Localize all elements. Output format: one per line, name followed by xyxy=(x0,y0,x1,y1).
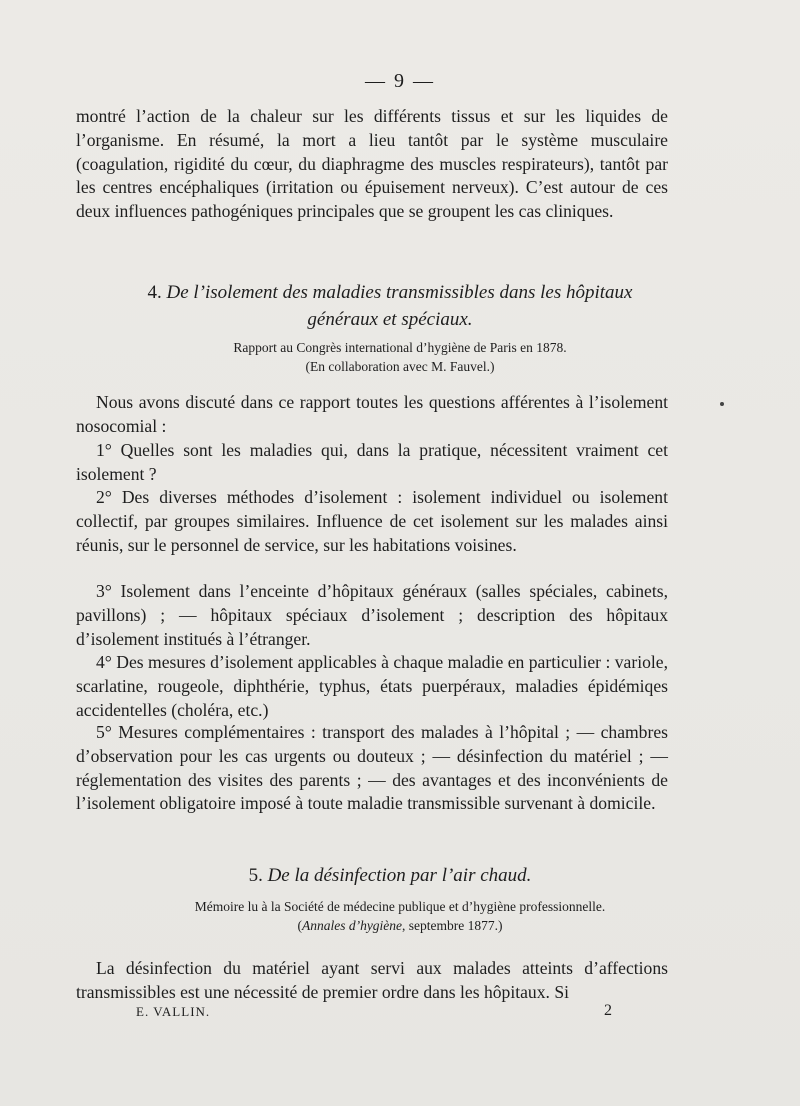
section-4-title-line2: généraux et spéciaux. xyxy=(307,309,473,330)
section-4-title xyxy=(90,279,690,333)
page-number: — 9 — xyxy=(365,70,435,92)
intro-paragraph: montré l’action de la chaleur sur les différents tissus et sur les liquides de l’organisme. En résumé, la mort a lieu tantôt par le système musculaire (coagulation, rigidité du cœur, du diaphragme des muscles respirateurs), tantôt par les centres encéphaliques (irritation ou épuisement nerveux). C’est autour de ces deux influences pathogéniques principales que se groupent les cas cliniques. xyxy=(76,106,668,222)
section-4-subtitle-line1: Rapport au Congrès international d’hygiène de Paris en 1878. xyxy=(233,340,567,355)
section-4-paragraph-intro: Nous avons discuté dans ce rapport toutes les questions afférentes à l’isolement nosocomial : xyxy=(76,392,668,436)
footer-author: E. VALLIN. xyxy=(136,1004,211,1019)
section-4-item-3: 3° Isolement dans l’enceinte d’hôpitaux généraux (salles spéciales, cabinets, pavillons) ; — hôpitaux spéciaux d’isolement ; description des hôpitaux d’isolement institués à l’étranger. xyxy=(76,581,668,649)
section-4-item-1: 1° Quelles sont les maladies qui, dans la pratique, nécessitent vraiment cet isolement ? xyxy=(76,440,668,484)
section-5-paragraph: La désinfection du matériel ayant servi aux malades atteints d’affections transmissibles est une nécessité de premier ordre dans les hôpitaux. Si xyxy=(76,958,668,1002)
section-5-title-text: De la désinfection par l’air chaud. xyxy=(267,865,532,886)
speck-mark xyxy=(720,402,724,406)
section-4-item-5: 5° Mesures complémentaires : transport des malades à l’hôpital ; — chambres d’observation pour les cas urgents ou douteux ; — désinfection du matériel ; — réglementation des visites des parents ; — des avantages et des inconvénients de l’isolement obligatoire imposé à toute maladie transmissible survenant à domicile. xyxy=(76,722,668,814)
section-5-date: , septembre 1877. xyxy=(402,918,499,933)
section-4-subtitle xyxy=(80,338,720,376)
section-5-title xyxy=(90,862,690,889)
section-4-item-4: 4° Des mesures d’isolement applicables à chaque maladie en particulier : variole, scarlatine, rougeole, diphthérie, typhus, états puerpéraux, maladies épidémiqes accidentelles (choléra, etc.) xyxy=(76,652,668,720)
section-4-title-line1: De l’isolement des maladies transmissibles dans les hôpitaux xyxy=(166,282,633,303)
section-5-subtitle: Mémoire lu à la Société de médecine publique et d’hygiène professionnelle. (Annales d’hygiène, septembre 1877.) xyxy=(194,899,606,933)
section-4-item-2: 2° Des diverses méthodes d’isolement : isolement individuel ou isolement collectif, par groupes similaires. Influence de cet isolement sur les malades ainsi réunis, sur le personnel de service, sur les habitations voisines. xyxy=(76,487,668,555)
footer-signature: 2 xyxy=(604,1002,613,1019)
section-5-journal: Annales d’hygiène xyxy=(301,918,403,933)
section-4-number: 4. xyxy=(147,282,162,303)
section-5-subtitle-line1: Mémoire lu à la Société de médecine publique et d’hygiène professionnelle. xyxy=(194,899,606,914)
section-5-number: 5. xyxy=(248,865,263,886)
section-4-subtitle-line2: (En collaboration avec M. Fauvel.) xyxy=(305,359,495,374)
